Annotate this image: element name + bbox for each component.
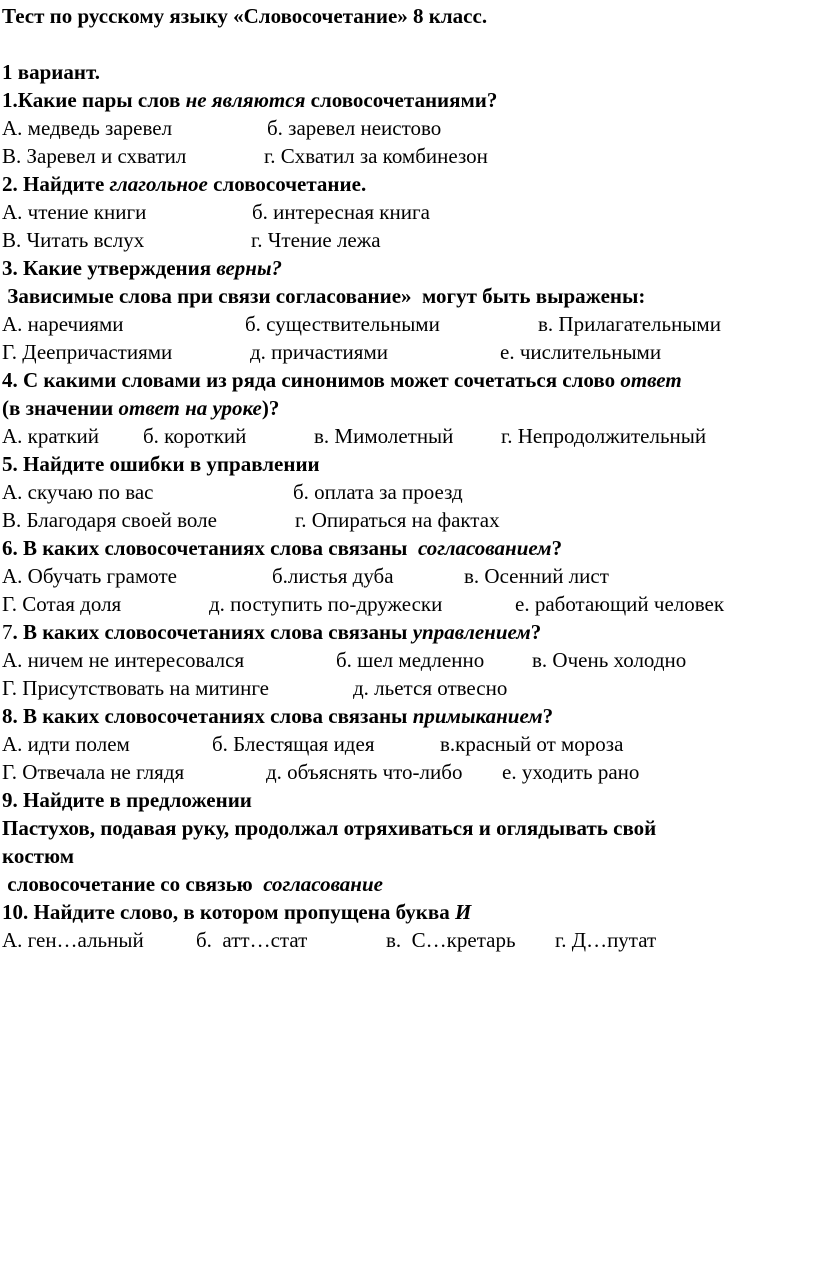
answer-option: е. уходить рано <box>502 760 640 784</box>
answer-option: В. Благодаря своей воле <box>2 508 217 532</box>
answer-option: б. короткий <box>143 424 247 448</box>
answer-option: в. Мимолетный <box>314 424 454 448</box>
question-8: 8. В каких словосочетаниях слова связаны примыканием? <box>2 704 554 728</box>
answer-option: г. Непродолжительный <box>501 424 707 448</box>
answer-option: г. Схватил за комбинезон <box>264 144 488 168</box>
answer-option: б. интересная книга <box>252 200 430 224</box>
answer-option: Г. Присутствовать на митинге <box>2 676 269 700</box>
variant-label: 1 вариант. <box>2 60 100 84</box>
question-9-task: словосочетание со связью согласование <box>2 872 383 896</box>
question-10: 10. Найдите слово, в котором пропущена буква И <box>2 900 472 924</box>
answer-option: е. работающий человек <box>515 592 725 616</box>
answer-option: А. ген…альный <box>2 928 144 952</box>
answer-option: А. Обучать грамоте <box>2 564 178 588</box>
question-9-sentence-line-2: костюм <box>2 844 75 868</box>
answer-option: А. чтение книги <box>2 200 147 224</box>
question-4: 4. С какими словами из ряда синонимов может сочетаться слово ответ <box>2 368 682 392</box>
answer-option: В. Читать вслух <box>2 228 145 252</box>
answer-option: е. числительными <box>500 340 662 364</box>
question-3-statement: Зависимые слова при связи согласование» могут быть выражены: <box>2 284 646 308</box>
question-5: 5. Найдите ошибки в управлении <box>2 452 320 476</box>
answer-option: д. объяснять что-либо <box>266 760 463 784</box>
question-1: 1.Какие пары слов не являются словосочетаниями? <box>2 88 498 112</box>
answer-option: А. медведь заревел <box>2 116 173 140</box>
question-9-sentence-line-1: Пастухов, подавая руку, продолжал отряхиваться и оглядывать свой <box>2 816 657 840</box>
answer-option: б. заревел неистово <box>267 116 442 140</box>
question-3: 3. Какие утверждения верны? <box>2 256 283 280</box>
answer-option: Г. Отвечала не глядя <box>2 760 185 784</box>
answer-option: А. скучаю по вас <box>2 480 154 504</box>
question-2: 2. Найдите глагольное словосочетание. <box>2 172 367 196</box>
question-6: 6. В каких словосочетаниях слова связаны согласованием? <box>2 536 563 560</box>
answer-option: б. существительными <box>245 312 440 336</box>
answer-option: д. причастиями <box>250 340 388 364</box>
question-7: 7. В каких словосочетаниях слова связаны управлением? <box>2 620 542 644</box>
answer-option: А. наречиями <box>2 312 124 336</box>
answer-option: А. краткий <box>2 424 100 448</box>
answer-option: б.листья дуба <box>272 564 394 588</box>
answer-option: б. оплата за проезд <box>293 480 463 504</box>
question-9: 9. Найдите в предложении <box>2 788 252 812</box>
answer-option: г. Опираться на фактах <box>295 508 500 532</box>
answer-option: г. Чтение лежа <box>251 228 381 252</box>
answer-option: в.красный от мороза <box>440 732 624 756</box>
answer-option: в. С…кретарь <box>386 928 516 952</box>
answer-option: в. Прилагательными <box>538 312 721 336</box>
answer-option: Г. Сотая доля <box>2 592 122 616</box>
answer-option: б. шел медленно <box>336 648 485 672</box>
answer-option: б. атт…стат <box>196 928 308 952</box>
answer-option: в. Очень холодно <box>532 648 687 672</box>
question-10-options <box>2 927 802 1083</box>
answer-option: А. ничем не интересовался <box>2 648 245 672</box>
answer-option: г. Д…путат <box>555 928 657 952</box>
answer-option: б. Блестящая идея <box>212 732 375 756</box>
answer-option: А. идти полем <box>2 732 130 756</box>
answer-option: в. Осенний лист <box>464 564 609 588</box>
test-title: Тест по русскому языку «Словосочетание» 8 класс. <box>2 4 488 28</box>
answer-option: д. поступить по-дружески <box>209 592 443 616</box>
question-4-line-2: (в значении ответ на уроке)? <box>2 396 280 420</box>
answer-option: Г. Деепричастиями <box>2 340 173 364</box>
answer-option: д. льется отвесно <box>353 676 508 700</box>
answer-option: В. Заревел и схватил <box>2 144 187 168</box>
